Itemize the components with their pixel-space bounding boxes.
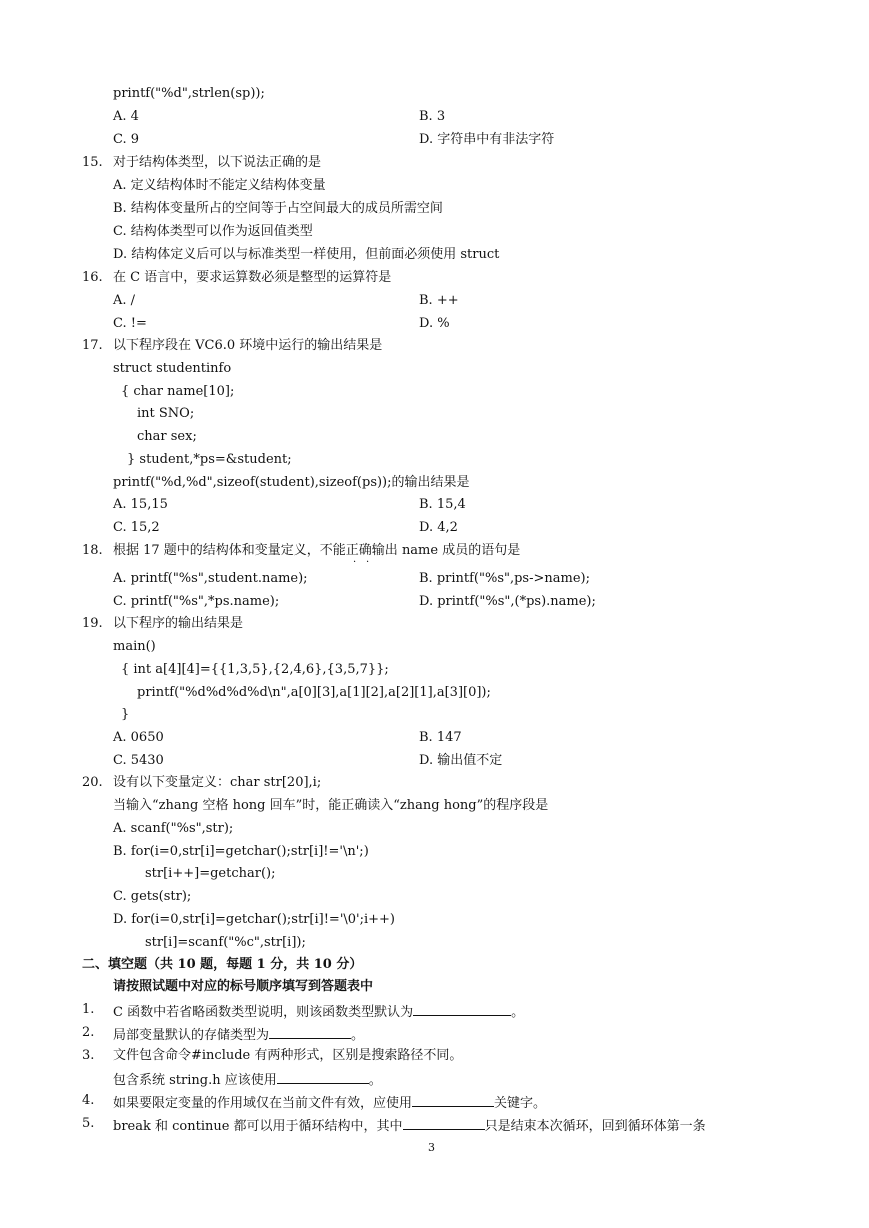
answer-blank (403, 1116, 485, 1130)
section-heading: 二、填空题（共 10 题，每题 1 分，共 10 分） (82, 957, 363, 972)
q18-stem: 根据 17 题中的结构体和变量定义，不能正确输出 name 成员的语句是 (113, 543, 521, 558)
q16-option-b: B. ++ (419, 293, 459, 308)
q15-option-d: D. 结构体定义后可以与标准类型一样使用，但前面必须使用 struct (113, 247, 500, 262)
q18-option-b: B. printf("%s",ps->name); (419, 571, 590, 586)
page-number: 3 (428, 1141, 435, 1154)
q16-option-c: C. != (113, 316, 147, 331)
q19-option-c: C. 5430 (113, 753, 164, 768)
fill-2-text: 局部变量默认的存储类型为 。 (113, 1025, 364, 1044)
fill-4-text: 如果要限定变量的作用域仅在当前文件有效，应使用 关键字。 (113, 1093, 546, 1112)
answer-blank (269, 1025, 351, 1039)
q17-option-b: B. 15,4 (419, 497, 466, 512)
section-instruction: 请按照试题中对应的标号顺序填写到答题表中 (113, 979, 374, 994)
q20-option-d-line-2: str[i]=scanf("%c",str[i]); (145, 935, 306, 950)
q16-option-a: A. / (113, 293, 136, 308)
answer-blank (277, 1070, 369, 1084)
q14-option-c: C. 9 (113, 132, 140, 147)
fill-4-number: 4. (82, 1093, 95, 1108)
q17-code-line: int SNO; (137, 406, 195, 421)
q19-code-line: { int a[4][4]={{1,3,5},{2,4,6},{3,5,7}}; (121, 662, 389, 677)
q17-stem: 以下程序段在 VC6.0 环境中运行的输出结果是 (113, 338, 383, 353)
fill-5-text: break 和 continue 都可以用于循环结构中，其中 只是结束本次循环，回到循环体第一条 (113, 1116, 706, 1135)
q19-option-d: D. 输出值不定 (419, 753, 503, 768)
q19-option-b: B. 147 (419, 730, 462, 745)
q16-stem: 在 C 语言中，要求运算数必须是整型的运算符是 (113, 270, 392, 285)
emphasis-dot: · (366, 557, 370, 568)
q14-option-a: A. 4 (113, 109, 139, 124)
q20-number: 20. (82, 775, 103, 790)
q16-option-d: D. % (419, 316, 450, 331)
q19-code-line: } (121, 707, 130, 722)
q18-option-a: A. printf("%s",student.name); (113, 571, 308, 586)
q17-option-a: A. 15,15 (113, 497, 168, 512)
q17-option-c: C. 15,2 (113, 520, 160, 535)
q14-code-line: printf("%d",strlen(sp)); (113, 86, 265, 101)
fill-3-text-line-2: 包含系统 string.h 应该使用 。 (113, 1070, 382, 1089)
q20-option-b: B. for(i=0,str[i]=getchar();str[i]!='\n';) (113, 844, 369, 859)
q20-option-b-line-2: str[i++]=getchar(); (145, 866, 276, 881)
fill-3-text: 文件包含命令#include 有两种形式，区别是搜索路径不同。 (113, 1048, 463, 1063)
q19-code-line: main() (113, 639, 156, 654)
fill-1-number: 1. (82, 1002, 95, 1017)
q17-option-d: D. 4,2 (419, 520, 458, 535)
answer-blank (412, 1093, 494, 1107)
fill-3-number: 3. (82, 1048, 95, 1063)
q19-number: 19. (82, 616, 103, 631)
q18-option-c: C. printf("%s",*ps.name); (113, 594, 280, 609)
q17-code-line: char sex; (137, 429, 197, 444)
q20-option-d: D. for(i=0,str[i]=getchar();str[i]!='\0';i++) (113, 912, 396, 927)
q19-code-line: printf("%d%d%d%d\n",a[0][3],a[1][2],a[2][1],a[3][0]); (137, 685, 491, 700)
q18-number: 18. (82, 543, 103, 558)
q19-option-a: A. 0650 (113, 730, 164, 745)
q17-code-line: { char name[10]; (121, 384, 235, 399)
q15-option-b: B. 结构体变量所占的空间等于占空间最大的成员所需空间 (113, 201, 443, 216)
q20-stem: 设有以下变量定义：char str[20],i; (113, 775, 322, 790)
q20-option-a: A. scanf("%s",str); (113, 821, 234, 836)
q15-stem: 对于结构体类型，以下说法正确的是 (113, 155, 322, 170)
q15-option-c: C. 结构体类型可以作为返回值类型 (113, 224, 313, 239)
fill-5-number: 5. (82, 1116, 95, 1131)
q18-option-d: D. printf("%s",(*ps).name); (419, 594, 596, 609)
emphasis-dot: · (353, 557, 357, 568)
q17-code-line: printf("%d,%d",sizeof(student),sizeof(ps));的输出结果是 (113, 475, 470, 490)
q19-stem: 以下程序的输出结果是 (113, 616, 244, 631)
q15-number: 15. (82, 155, 103, 170)
q16-number: 16. (82, 270, 103, 285)
q14-option-d: D. 字符串中有非法字符 (419, 132, 555, 147)
q15-option-a: A. 定义结构体时不能定义结构体变量 (113, 178, 326, 193)
fill-2-number: 2. (82, 1025, 95, 1040)
answer-blank (413, 1002, 511, 1016)
q17-code-line: struct studentinfo (113, 361, 232, 376)
q17-number: 17. (82, 338, 103, 353)
q17-code-line: } student,*ps=&student; (127, 452, 292, 467)
q20-option-c: C. gets(str); (113, 889, 192, 904)
q20-stem-line-2: 当输入“zhang 空格 hong 回车”时，能正确读入“zhang hong”的程序段是 (113, 798, 549, 813)
fill-1-text: C 函数中若省略函数类型说明，则该函数类型默认为 。 (113, 1002, 524, 1021)
q14-option-b: B. 3 (419, 109, 446, 124)
